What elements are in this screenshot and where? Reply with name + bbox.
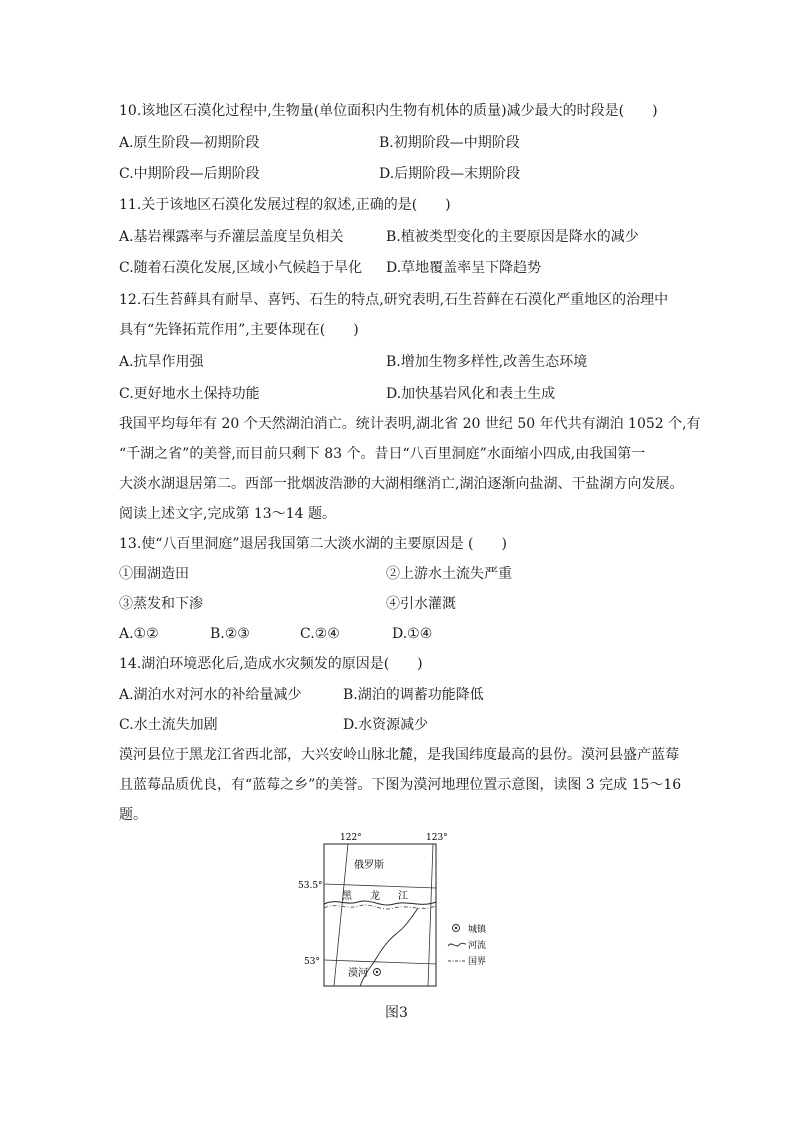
river-char-2: 龙 [370, 891, 380, 902]
q10-option-b: B.初期阶段—中期阶段 [379, 135, 520, 151]
parallel-53-5 [324, 884, 436, 888]
q10-option-c: C.中期阶段—后期阶段 [119, 166, 260, 182]
national-border [324, 905, 436, 909]
q11-option-b: B.植被类型变化的主要原因是降水的减少 [386, 229, 639, 245]
legend-town-dot [455, 927, 457, 929]
passage1-line1: 我国平均每年有 20 个天然湖泊消亡。统计表明,湖北省 20 世纪 50 年代共有湖泊 1052 个,有 [119, 416, 701, 432]
legend-town-label: 城镇 [468, 925, 487, 935]
q13-option-a: A.①② [119, 626, 159, 642]
q13-option-c: C.②④ [300, 626, 340, 642]
q12-option-a: A.抗旱作用强 [119, 354, 204, 370]
q12-option-b: B.增加生物多样性,改善生态环境 [386, 354, 588, 370]
q13-stem: 13.使“八百里洞庭”退居我国第二大淡水湖的主要原因是 ( ) [119, 536, 507, 552]
lat-53-label: 53° [304, 957, 320, 967]
heilongjiang-river [324, 901, 436, 905]
passage1-line2: “千湖之省”的美誉,而目前只剩下 83 个。昔日“八百里洞庭”水面缩小四成,由我国第一 [119, 446, 646, 462]
q12-stem-line1: 12.石生苔藓具有耐旱、喜钙、石生的特点,研究表明,石生苔藓在石漠化严重地区的治理中 [119, 292, 669, 308]
lon-122-label: 122° [340, 833, 362, 843]
q12-option-c: C.更好地水土保持功能 [119, 386, 260, 402]
tributary-river [360, 908, 418, 986]
legend-river-icon [448, 943, 466, 946]
river-char-1: 黑 [342, 891, 352, 902]
q12-option-d: D.加快基岩风化和表土生成 [386, 386, 556, 402]
q14-option-a: A.湖泊水对河水的补给量减少 [119, 687, 302, 703]
passage2-line2: 且蓝莓品质优良，有“蓝莓之乡”的美誉。下图为漠河地理位置示意图，读图 3 完成 15～16 [119, 777, 682, 793]
lat-53-5-label: 53.5° [298, 881, 323, 891]
legend-border-label: 国界 [468, 957, 487, 967]
map-svg [298, 832, 498, 992]
q10-stem: 10.该地区石漠化过程中,生物量(单位面积内生物有机体的质量)减少最大的时段是( ) [119, 103, 658, 119]
q11-option-d: D.草地覆盖率呈下降趋势 [386, 260, 542, 276]
town-symbol-dot [376, 971, 378, 973]
q11-option-c: C.随着石漠化发展,区域小气候趋于旱化 [119, 260, 363, 276]
q13-item-3: ③蒸发和下渗 [119, 596, 203, 612]
q12-stem-line2: 具有“先锋拓荒作用”,主要体现在( ) [119, 322, 359, 338]
river-char-3: 江 [398, 891, 408, 902]
q13-item-4: ④引水灌溉 [386, 596, 456, 612]
q13-item-2: ②上游水土流失严重 [386, 566, 512, 582]
q13-option-b: B.②③ [210, 626, 250, 642]
passage2-line3: 题。 [119, 807, 147, 823]
q14-option-b: B.湖泊的调蓄功能降低 [343, 687, 484, 703]
passage2-line1: 漠河县位于黑龙江省西北部，大兴安岭山脉北麓，是我国纬度最高的县份。漠河县盛产蓝莓 [119, 747, 679, 763]
q13-option-d: D.①④ [392, 626, 433, 642]
q10-option-a: A.原生阶段—初期阶段 [119, 135, 260, 151]
figure-caption: 图3 [385, 1005, 408, 1021]
q14-option-c: C.水土流失加剧 [119, 717, 218, 733]
q11-option-a: A.基岩裸露率与乔灌层盖度呈负相关 [119, 229, 344, 245]
passage1-line3: 大淡水湖退居第二。西部一批烟波浩渺的大湖相继消亡,湖泊逐渐向盐湖、干盐湖方向发展。 [119, 476, 684, 492]
russia-label: 俄罗斯 [354, 860, 384, 871]
q14-option-d: D.水资源减少 [343, 717, 429, 733]
meridian-123 [428, 844, 433, 986]
q13-item-1: ①围湖造田 [119, 566, 189, 582]
parallel-53 [324, 960, 436, 964]
mohe-city-label: 漠河 [348, 968, 368, 979]
q14-stem: 14.湖泊环境恶化后,造成水灾频发的原因是( ) [119, 656, 423, 672]
mohe-location-map [298, 832, 498, 992]
passage1-line4: 阅读上述文字,完成第 13～14 题。 [119, 506, 336, 522]
meridian-122 [334, 844, 348, 986]
q11-stem: 11.关于该地区石漠化发展过程的叙述,正确的是( ) [119, 197, 451, 213]
q10-option-d: D.后期阶段—末期阶段 [379, 166, 521, 182]
lon-123-label: 123° [426, 833, 448, 843]
legend-river-label: 河流 [468, 941, 487, 951]
